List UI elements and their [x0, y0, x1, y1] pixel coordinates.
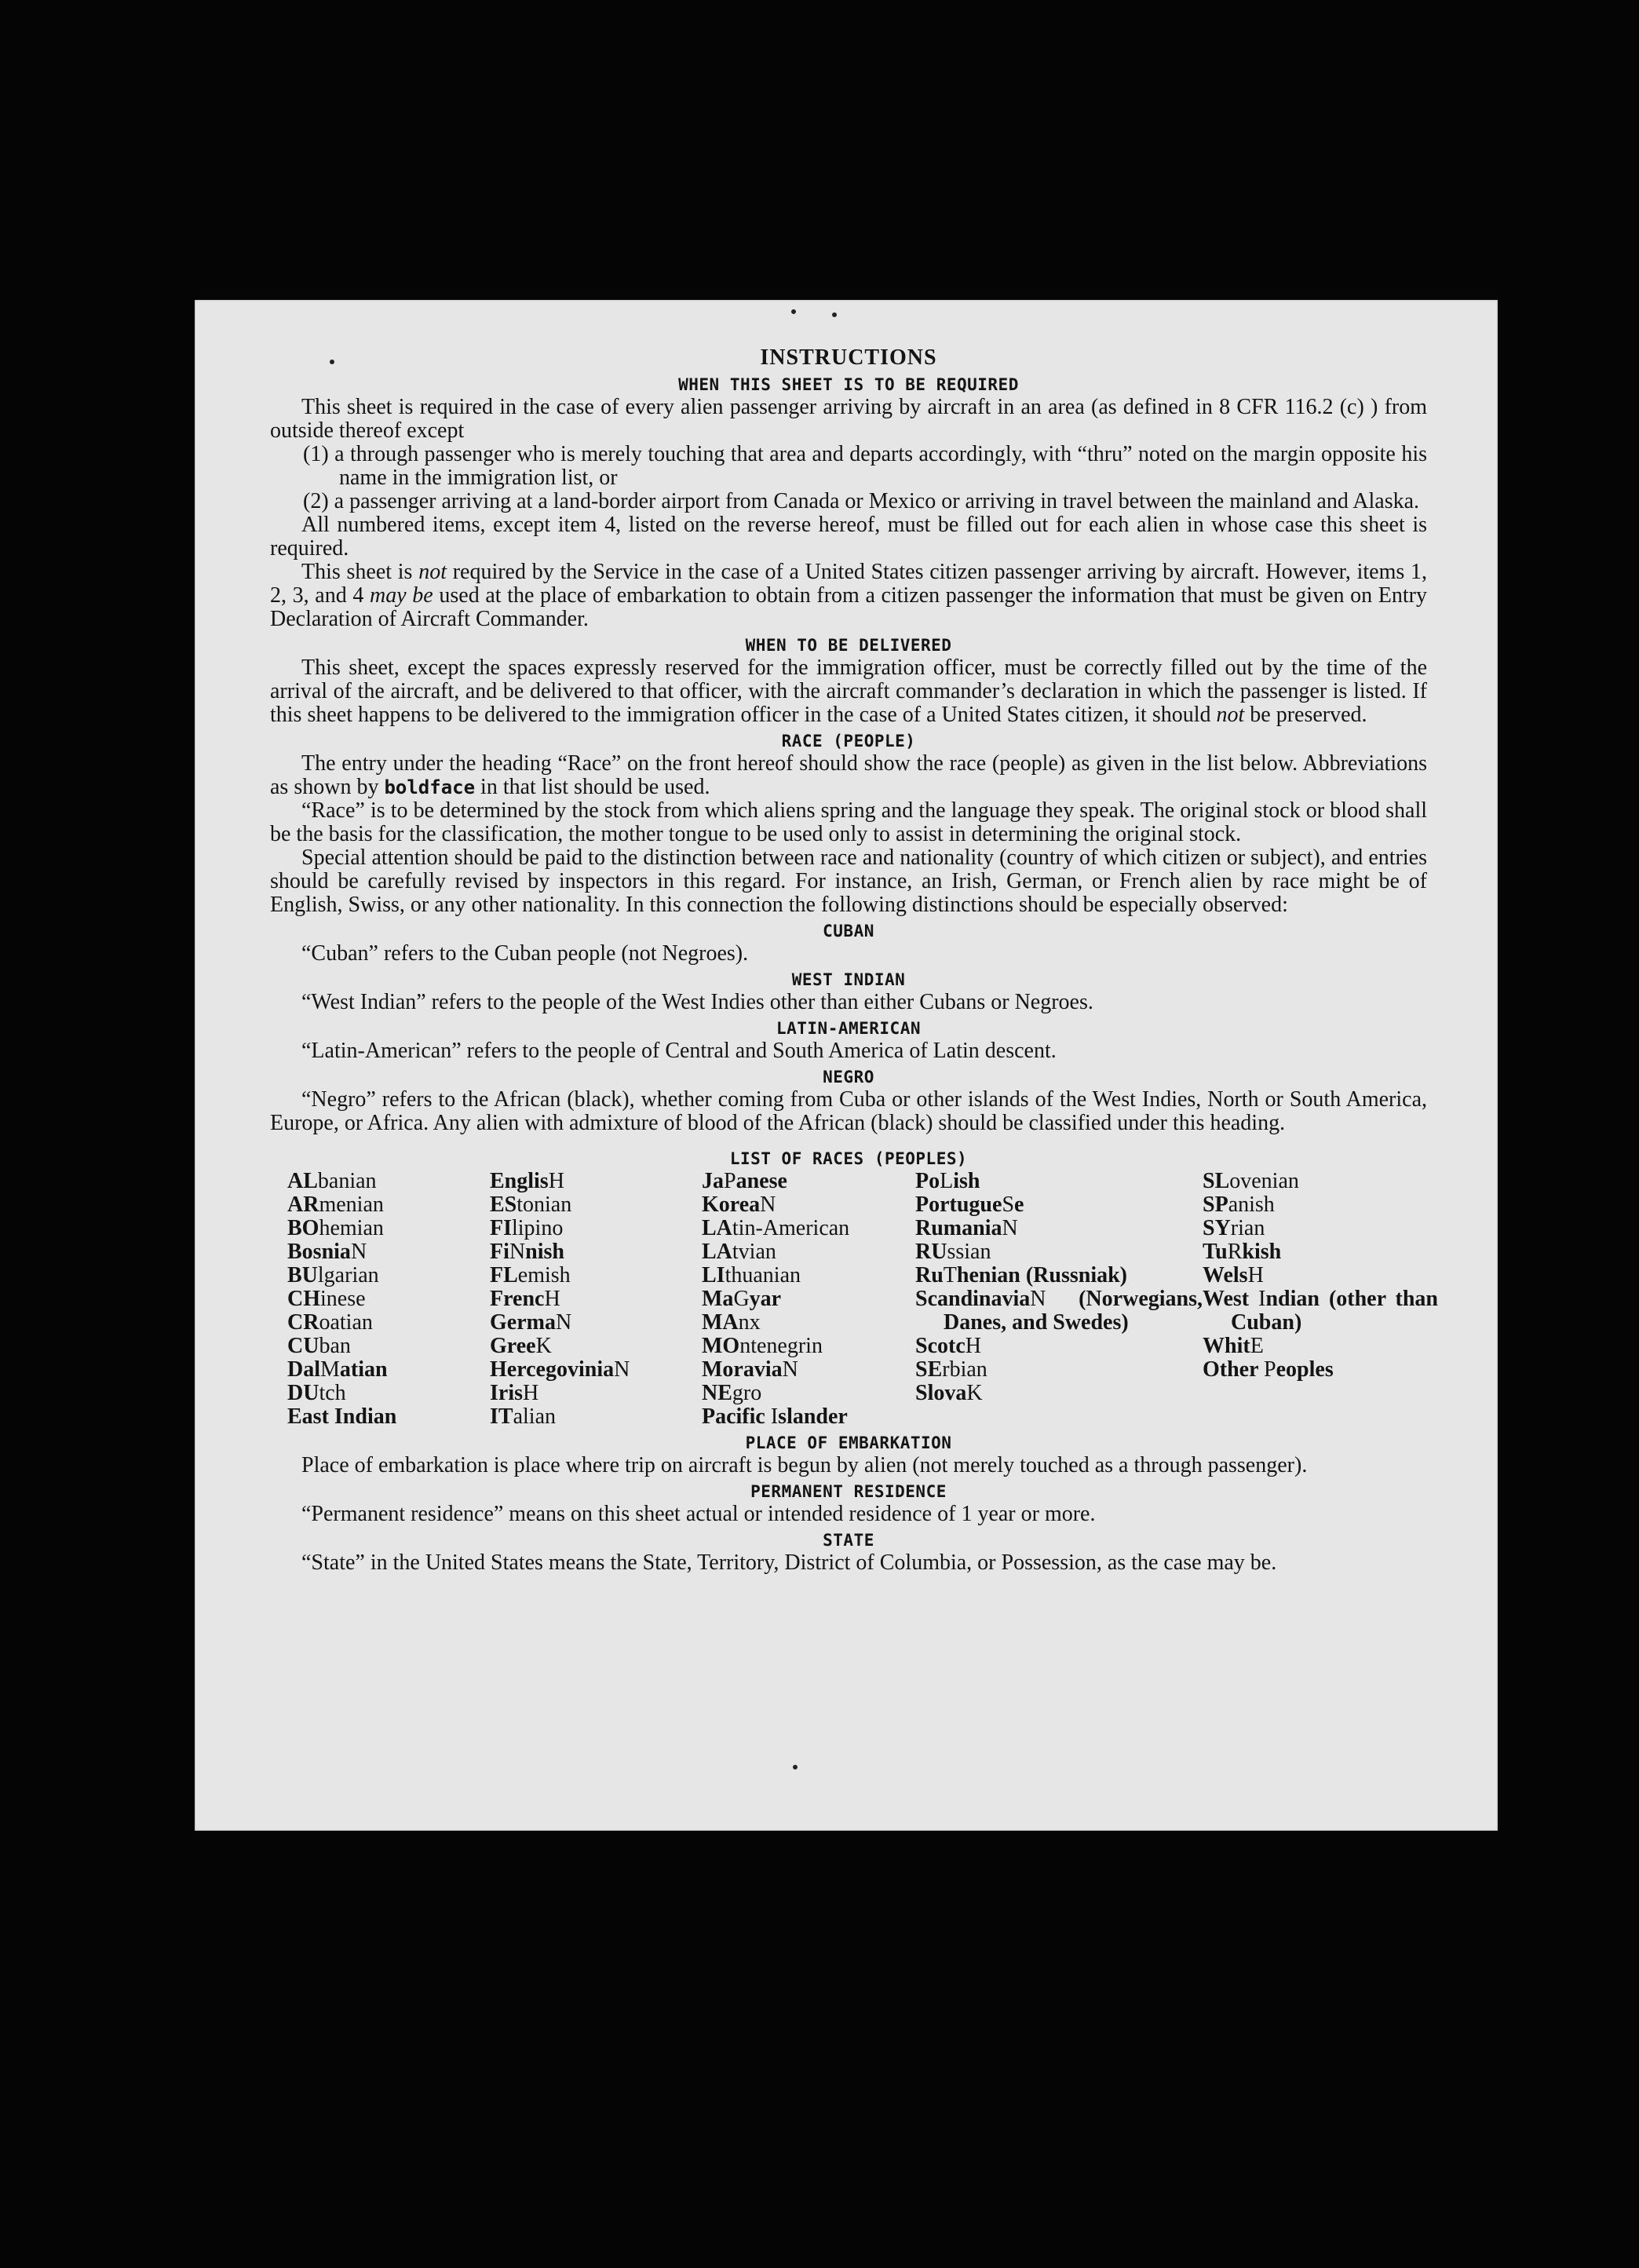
race-item: MoraviaN: [702, 1357, 798, 1382]
paragraph: Place of embarkation is place where trip on aircraft is begun by alien (not merely touched as a through passenger).: [301, 1453, 1308, 1477]
paragraph: “Race” is to be determined by the stock from which aliens spring and the language they speak. The original stock or blood shall be the basis for the classification, the mother tongue to be used only to assist in determining the original stock.: [270, 798, 1427, 846]
list-item: (1) a through passenger who is merely touching that area and departs accordingly, with “thru” noted on the margin opposite his name in the immigration list, or: [303, 442, 1427, 490]
race-item: FLemish: [490, 1263, 571, 1287]
subheading-latin-american: LATIN-AMERICAN: [776, 1019, 921, 1038]
race-item: FIlipino: [490, 1216, 564, 1240]
race-item: CHinese: [287, 1287, 366, 1311]
race-item: GermaN: [490, 1310, 572, 1335]
list-item: (2) a passenger arriving at a land-border airport from Canada or Mexico or arriving in travel between the mainland and Alaska.: [303, 489, 1420, 513]
race-column: [702, 1170, 915, 1429]
race-item: MaGyar: [702, 1287, 782, 1311]
section-heading-permanent-residence: PERMANENT RESIDENCE: [750, 1482, 947, 1501]
race-item: ARmenian: [287, 1192, 384, 1217]
race-item: NEgro: [702, 1381, 762, 1405]
speck: [791, 309, 796, 314]
page-title: INSTRUCTIONS: [760, 345, 937, 370]
race-item: GreeK: [490, 1334, 552, 1358]
race-item: West Indian (other than Cuban): [1203, 1287, 1438, 1335]
race-item: DalMatian: [287, 1357, 388, 1382]
race-item: TuRkish: [1203, 1240, 1282, 1264]
race-item: BOhemian: [287, 1216, 384, 1240]
race-item: PoLish: [915, 1169, 980, 1193]
speck: [330, 360, 334, 364]
race-item: EStonian: [490, 1192, 572, 1217]
subheading-negro: NEGRO: [823, 1068, 874, 1087]
paragraph: This sheet is not required by the Service in the case of a United States citizen passenger arriving by aircraft. However, items 1, 2, 3, and 4 may be used at the place of embarkation to obtain from a citizen passenger the information that must be given on Entry Declaration of Aircraft Commander.: [270, 560, 1428, 631]
definition: “Negro” refers to the African (black), whether coming from Cuba or other islands of the West Indies, North or South America, Europe, or Africa. Any alien with admixture of blood of the African (black) should be classified under this heading.: [270, 1087, 1427, 1135]
race-item: ALbanian: [287, 1169, 377, 1193]
race-item: PortugueSe: [915, 1192, 1024, 1217]
race-column: [287, 1170, 490, 1429]
section-heading-state: STATE: [823, 1531, 874, 1550]
race-item: FrencH: [490, 1287, 560, 1311]
race-item: EnglisH: [490, 1169, 564, 1193]
race-item: RumaniaN: [915, 1216, 1018, 1240]
race-item: IrisH: [490, 1381, 539, 1405]
race-column: [1203, 1170, 1438, 1429]
race-item: ScandinaviaN (Norwegians, Danes, and Swedes): [915, 1287, 1203, 1335]
race-item: WelsH: [1203, 1263, 1264, 1287]
paragraph: “State” in the United States means the State, Territory, District of Columbia, or Possession, as the case may be.: [301, 1550, 1277, 1575]
race-item: SlovaK: [915, 1381, 983, 1405]
paragraph: “Permanent residence” means on this sheet actual or intended residence of 1 year or more.: [301, 1502, 1096, 1526]
race-item: HercegoviniaN: [490, 1357, 630, 1382]
race-item: CRoatian: [287, 1310, 373, 1335]
paragraph: Special attention should be paid to the distinction between race and nationality (country of which citizen or subject), and entries should be carefully revised by inspectors in this regard. For instance, an Irish, German, or French alien by race might be of English, Swiss, or any other nationality. In this connection the following distinctions should be especially observed:: [270, 845, 1427, 917]
race-item: Pacific Islander: [702, 1404, 848, 1429]
race-item: ITalian: [490, 1404, 556, 1429]
speck: [832, 312, 837, 317]
paragraph: The entry under the heading “Race” on the front hereof should show the race (people) as given in the list below. Abbreviations as shown by boldface in that list should be used.: [270, 751, 1427, 799]
subheading-cuban: CUBAN: [823, 922, 874, 940]
paragraph: This sheet is required in the case of every alien passenger arriving by aircraft in an area (as defined in 8 CFR 116.2 (c) ) from outside thereof except: [270, 395, 1427, 443]
race-item: SYrian: [1203, 1216, 1265, 1240]
race-item: KoreaN: [702, 1192, 776, 1217]
race-item: LAtin-American: [702, 1216, 850, 1240]
speck: [793, 1765, 798, 1769]
race-item: SPanish: [1203, 1192, 1275, 1217]
race-item: East Indian: [287, 1404, 397, 1429]
race-item: LAtvian: [702, 1240, 776, 1264]
race-item: WhitE: [1203, 1334, 1264, 1358]
race-item: BosniaN: [287, 1240, 367, 1264]
subheading-west-indian: WEST INDIAN: [791, 970, 906, 989]
race-item: DUtch: [287, 1381, 346, 1405]
race-item: RuThenian (Russniak): [915, 1263, 1127, 1287]
race-item: Other Peoples: [1203, 1357, 1334, 1382]
race-item: LIthuanian: [702, 1263, 801, 1287]
race-item: JaPanese: [702, 1169, 787, 1193]
race-column: [915, 1170, 1203, 1429]
section-heading-delivered: WHEN TO BE DELIVERED: [745, 636, 952, 655]
race-list: [287, 1169, 1438, 1429]
section-heading-required: WHEN THIS SHEET IS TO BE REQUIRED: [678, 375, 1019, 394]
race-column: [490, 1170, 702, 1429]
instruction-sheet: [195, 300, 1498, 1831]
definition: “Cuban” refers to the Cuban people (not Negroes).: [301, 941, 749, 966]
section-heading-race: RACE (PEOPLE): [781, 732, 916, 751]
definition: “West Indian” refers to the people of the West Indies other than either Cubans or Negroes.: [301, 990, 1093, 1014]
subheading-list-of-races: LIST OF RACES (PEOPLES): [729, 1149, 968, 1168]
paragraph: This sheet, except the spaces expressly reserved for the immigration officer, must be correctly filled out by the time of the arrival of the aircraft, and be delivered to that officer, with the aircraft commander’s declaration in which the passenger is listed. If this sheet happens to be delivered to the immigration officer in the case of a United States citizen, it should not be preserved.: [270, 656, 1427, 727]
race-item: CUban: [287, 1334, 351, 1358]
race-item: MAnx: [702, 1310, 761, 1335]
race-item: RUssian: [915, 1240, 991, 1264]
race-item: BUlgarian: [287, 1263, 379, 1287]
race-item: SErbian: [915, 1357, 987, 1382]
section-heading-embarkation: PLACE OF EMBARKATION: [745, 1433, 952, 1452]
paragraph: All numbered items, except item 4, listed on the reverse hereof, must be filled out for each alien in whose case this sheet is required.: [270, 513, 1427, 561]
race-item: MOntenegrin: [702, 1334, 823, 1358]
definition: “Latin-American” refers to the people of Central and South America of Latin descent.: [301, 1039, 1057, 1063]
race-item: FiNnish: [490, 1240, 564, 1264]
race-item: ScotcH: [915, 1334, 981, 1358]
race-item: SLovenian: [1203, 1169, 1299, 1193]
